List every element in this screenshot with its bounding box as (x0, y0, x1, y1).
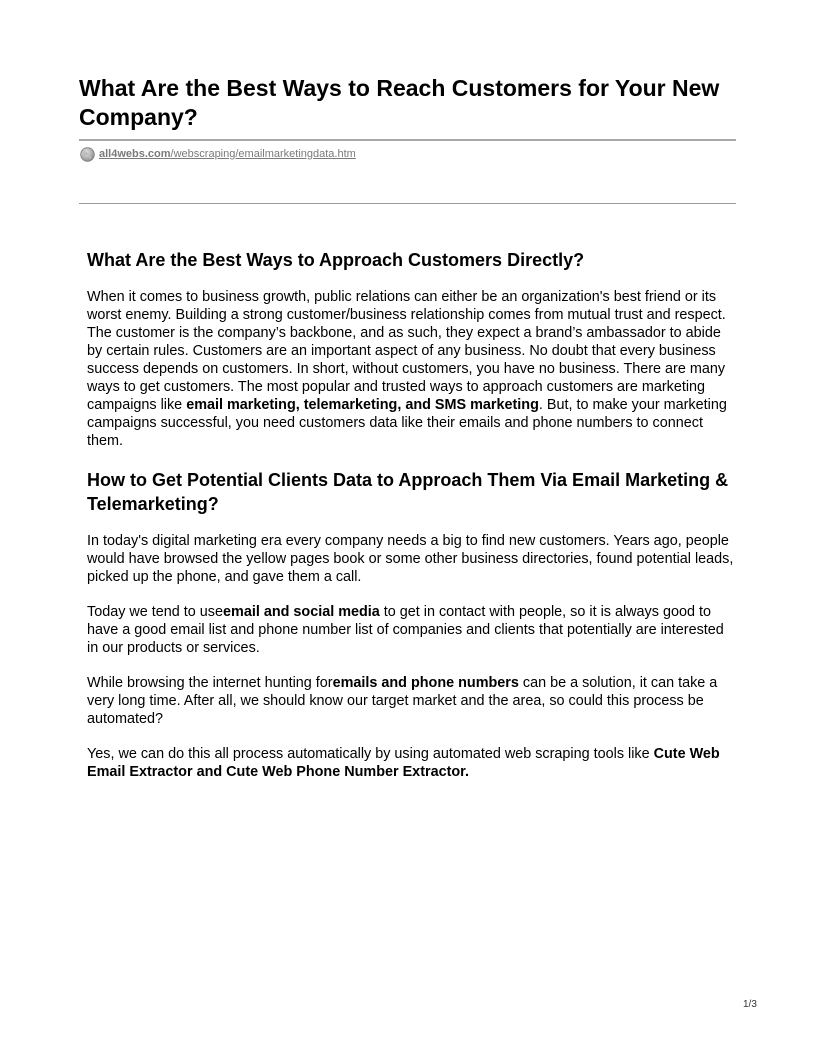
paragraph-hunting (87, 674, 737, 728)
section-heading-approach: What Are the Best Ways to Approach Customers Directly? (87, 250, 585, 270)
paragraph-text: to get in contact with people, so it is always good to have a good email list and phone number list of companies and clients that potentially are interested in our products or services. (87, 604, 724, 656)
section-heading-clients-data: How to Get Potential Clients Data to Approach Them Via Email Marketing & Telemarketing? (87, 470, 729, 514)
globe-icon (80, 147, 95, 162)
source-path: /webscraping/emailmarketingdata.htm (170, 148, 356, 160)
paragraph-digital-era: In today's digital marketing era every company needs a big to find new customers. Years ago, people would have browsed the yellow pages book or some other business directories, found potential leads, picked up the phone, and gave them a call. (87, 533, 734, 585)
bold-phrase-email-social: email and social media (223, 604, 380, 620)
page-title: What Are the Best Ways to Reach Customers for Your New Company? (79, 75, 720, 130)
source-url-link[interactable] (99, 148, 356, 160)
source-link-row (80, 146, 356, 162)
paragraph-text: Yes, we can do this all process automatically by using automated web scraping tools like (87, 746, 654, 762)
paragraph-text: can be a solution, it can take a very long time. After all, we should know our target market and the area, so could this process be automated? (87, 675, 718, 727)
paragraph-automation (87, 745, 737, 781)
paragraph-text: Today we tend to use (87, 604, 224, 620)
paragraph-email-social (87, 603, 737, 657)
bold-phrase-marketing: email marketing, telemarketing, and SMS marketing (186, 397, 539, 413)
bold-phrase-tools: Cute Web Email Extractor and Cute Web Phone Number Extractor. (87, 746, 720, 780)
source-domain: all4webs.com (99, 148, 171, 160)
article-body (87, 248, 737, 798)
bold-phrase-emails-phones: emails and phone numbers (332, 675, 519, 691)
header-divider (79, 203, 736, 204)
paragraph-text: When it comes to business growth, public relations can either be an organization's best friend or its worst enemy. Building a strong customer/business relationship comes from mutual trust and respect. The customer is the company’s backbone, and as such, they expect a brand’s ambassador to abide by certain rules. Customers are an important aspect of any business. No doubt that every business success depends on customers. In short, without customers, you have no business. There are many ways to get customers. The most popular and trusted ways to approach customers are marketing campaigns like (87, 289, 726, 413)
title-divider (79, 139, 736, 141)
paragraph-text: While browsing the internet hunting for (87, 675, 333, 691)
paragraph-text: . But, to make your marketing campaigns successful, you need customers data like their emails and phone numbers to connect them. (87, 397, 727, 449)
paragraph-intro (87, 288, 737, 450)
page-number: 1/3 (743, 999, 757, 1010)
